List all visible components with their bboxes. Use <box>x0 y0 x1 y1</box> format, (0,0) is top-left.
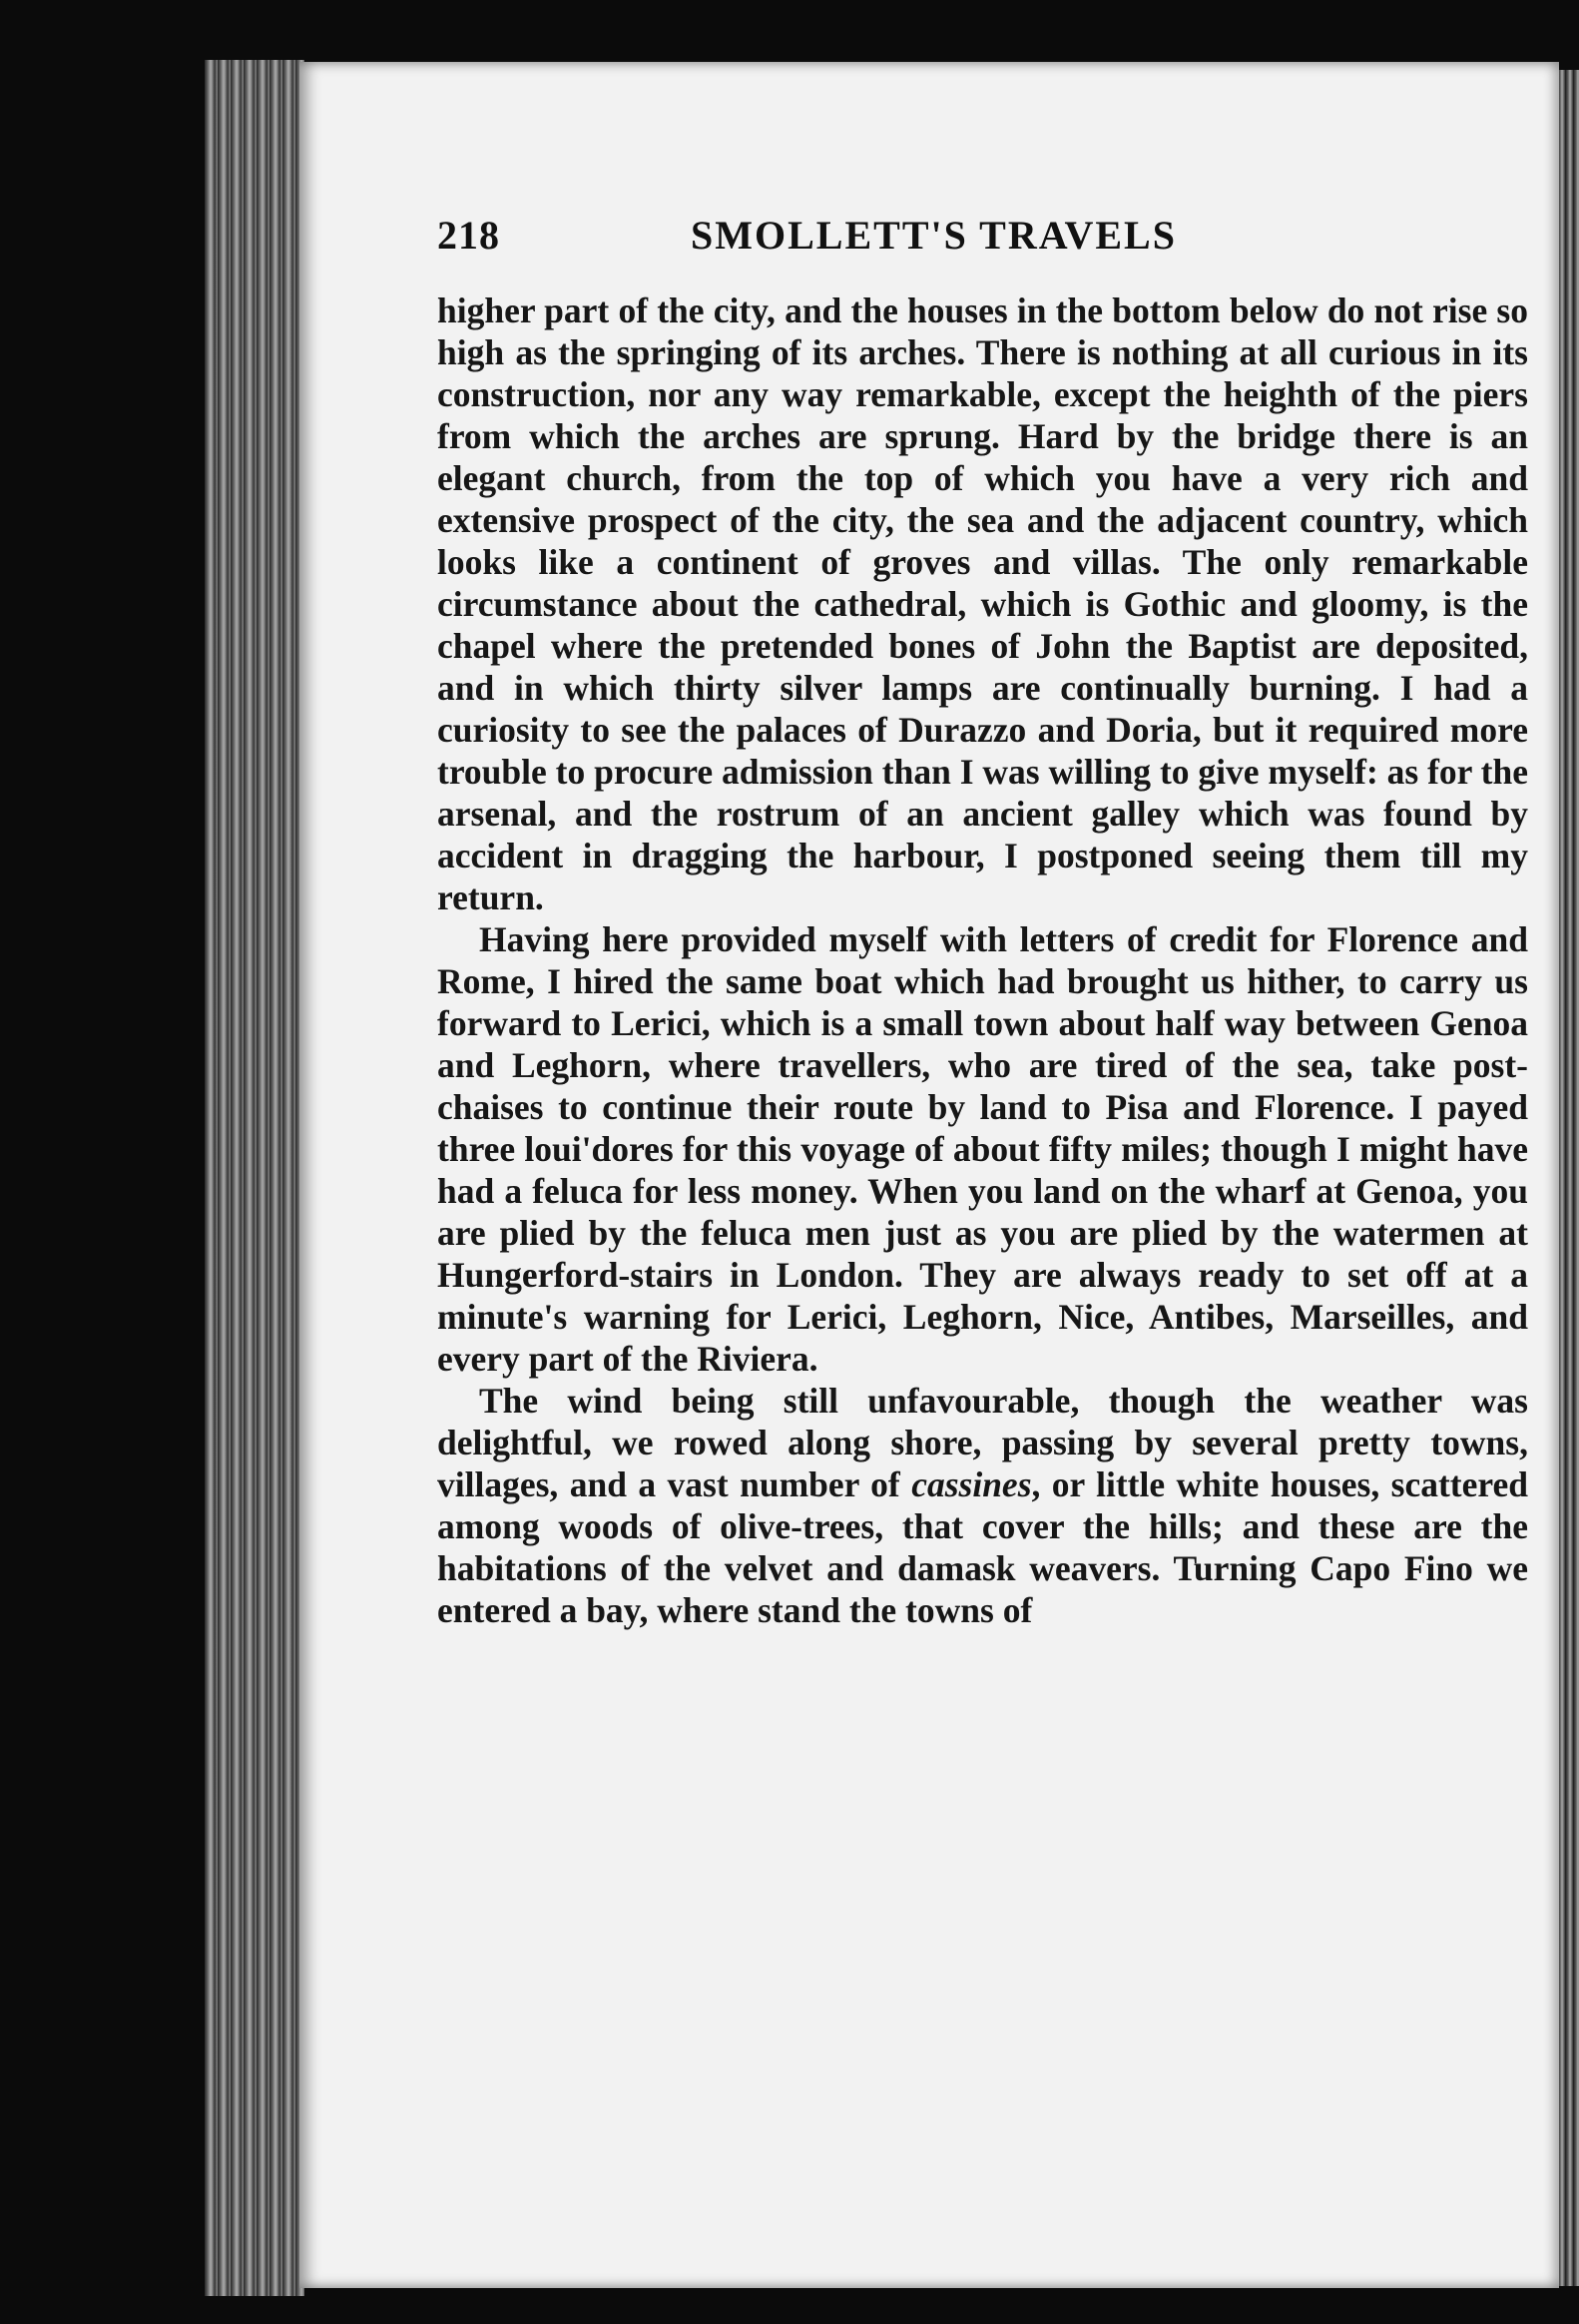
page-edges-left <box>205 60 304 2296</box>
page-number: 218 <box>437 213 500 258</box>
paragraph-3 <box>437 1380 1528 1631</box>
paragraph-1: higher part of the city, and the houses in the bottom below do not rise so high as the springing of its arches. There is nothing at all curious in its construction, nor any way remarkable, except the heighth of the piers from which the arches are sprung. Hard by the bridge there is an elegant church, from the top of which you have a very rich and extensive prospect of the city, the sea and the adjacent country, which looks like a continent of groves and villas. The only remarkable circumstance about the cathedral, which is Gothic and gloomy, is the chapel where the pretended bones of John the Baptist are deposited, and in which thirty silver lamps are continually burning. I had a curiosity to see the palaces of Durazzo and Doria, but it required more trouble to procure admission than I was willing to give myself: as for the arsenal, and the rostrum of an ancient galley which was found by accident in dragging the harbour, I postponed seeing them till my return. <box>437 290 1528 917</box>
running-title: SMOLLETT'S TRAVELS <box>691 213 1177 258</box>
page-header <box>437 212 1528 272</box>
page-edges-right <box>1557 70 1579 2286</box>
italic-word: cassines <box>911 1464 1032 1504</box>
paragraph-3-part-1: The wind being still unfavourable, though the weather was delightful, we rowed along shore, passing by several pretty towns, villages, and a vast number of <box>437 1381 1528 1504</box>
paragraph-3-part-2: , or little white houses, scattered among woods of olive-trees, that cover the hills; and these are the habitations of the velvet and damask weavers. Turning Capo Fino we entered a bay, where stand the towns of <box>437 1464 1529 1630</box>
body-text <box>437 290 1528 1631</box>
book-page <box>299 62 1559 2288</box>
paragraph-2: Having here provided myself with letters of credit for Florence and Rome, I hired the same boat which had brought us hither, to carry us forward to Lerici, which is a small town about half way between Genoa and Leghorn, where travellers, who are tired of the sea, take post-chaises to continue their route by land to Pisa and Florence. I payed three loui'dores for this voyage of about fifty miles; though I might have had a feluca for less money. When you land on the wharf at Genoa, you are plied by the feluca men just as you are plied by the watermen at Hungerford-stairs in London. They are always ready to set off at a minute's warning for Lerici, Leghorn, Nice, Antibes, Marseilles, and every part of the Riviera. <box>437 919 1528 1379</box>
